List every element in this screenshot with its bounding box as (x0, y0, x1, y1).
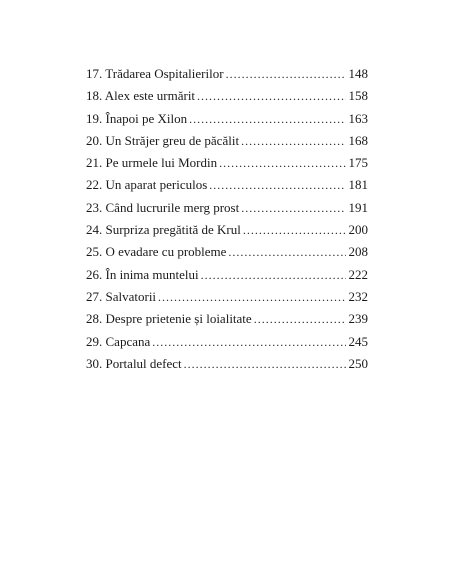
toc-entry-number: 30. (86, 355, 103, 371)
toc-dot-leader (254, 309, 346, 329)
toc-entry (86, 198, 368, 220)
toc-entry-title (86, 220, 243, 240)
toc-entry-title (86, 354, 184, 374)
toc-dot-leader (226, 64, 346, 84)
toc-entry-page: 175 (348, 155, 368, 171)
toc-entry-page: 245 (348, 333, 368, 349)
toc-entry (86, 153, 368, 175)
toc-entry-text: Înapoi pe Xilon (105, 110, 188, 126)
toc-entry-number: 18. (86, 88, 103, 104)
toc-entry-text: Salvatorii (105, 288, 157, 304)
toc-entry-number: 29. (86, 333, 103, 349)
toc-dot-leader (189, 109, 345, 129)
toc-entry-page: 232 (348, 288, 368, 304)
toc-entry-page: 191 (348, 199, 368, 215)
toc-entry-number: 22. (86, 177, 103, 193)
toc-entry (86, 86, 368, 108)
toc-dot-leader (228, 242, 345, 262)
toc-entry-page: 208 (348, 244, 368, 260)
toc-entry-text: Un Străjer greu de păcălit (105, 132, 240, 148)
toc-entry-page: 250 (348, 355, 368, 371)
toc-entry-text: Alex este urmărit (104, 88, 196, 104)
toc-entry-page: 168 (348, 132, 368, 148)
toc-entry-title (86, 109, 189, 129)
toc-entry-title (86, 198, 241, 218)
toc-entry-number: 25. (86, 244, 103, 260)
toc-dot-leader (243, 220, 346, 240)
toc-entry-text: Despre prietenie și loialitate (105, 311, 252, 327)
toc-entry (86, 354, 368, 376)
toc-dot-leader (197, 86, 345, 106)
toc-entry-number: 24. (86, 222, 103, 238)
toc-entry-number: 28. (86, 311, 103, 327)
toc-entry-title (86, 265, 201, 285)
toc-entry (86, 242, 368, 264)
toc-entry-title (86, 287, 158, 307)
toc-entry-text: În inima muntelui (105, 266, 199, 282)
toc-entry-title (86, 86, 197, 106)
toc-entry-title (86, 242, 228, 262)
toc-entry-text: Portalul defect (105, 355, 182, 371)
toc-entry (86, 309, 368, 331)
toc-entry-page: 222 (348, 266, 368, 282)
toc-entry (86, 332, 368, 354)
toc-entry (86, 131, 368, 153)
toc-entry-page: 200 (348, 222, 368, 238)
toc-entry-page: 181 (348, 177, 368, 193)
toc-entry-text: Surpriza pregătită de Krul (105, 222, 241, 238)
toc-entry-number: 17. (86, 66, 103, 81)
toc-dot-leader (209, 175, 345, 195)
toc-entry-text: Un aparat periculos (105, 177, 208, 193)
toc-entry-page: 158 (348, 88, 368, 104)
toc-entry-page: 148 (348, 66, 368, 81)
toc-entry-page: 239 (348, 311, 368, 327)
toc-entry (86, 287, 368, 309)
toc-entry-title (86, 309, 254, 329)
toc-entry-title (86, 153, 219, 173)
toc-entry-number: 21. (86, 155, 103, 171)
toc-entry-number: 26. (86, 266, 103, 282)
toc-entry-text: O evadare cu probleme (105, 244, 227, 260)
toc-entry (86, 64, 368, 86)
table-of-contents (86, 64, 368, 376)
toc-entry (86, 265, 368, 287)
toc-entry-page: 163 (348, 110, 368, 126)
toc-dot-leader (152, 332, 345, 352)
toc-dot-leader (158, 287, 345, 307)
toc-dot-leader (201, 265, 346, 285)
toc-entry-title (86, 131, 241, 151)
toc-entry-number: 27. (86, 288, 103, 304)
toc-entry-number: 23. (86, 199, 103, 215)
toc-entry-number: 20. (86, 132, 103, 148)
toc-dot-leader (241, 131, 345, 151)
toc-entry-text: Capcana (105, 333, 151, 349)
toc-entry-title (86, 332, 152, 352)
toc-dot-leader (219, 153, 345, 173)
toc-entry-text: Pe urmele lui Mordin (105, 155, 218, 171)
toc-entry-number: 19. (86, 110, 103, 126)
toc-entry-title (86, 175, 209, 195)
toc-entry (86, 109, 368, 131)
toc-entry (86, 175, 368, 197)
toc-dot-leader (184, 354, 346, 374)
toc-entry-title (86, 64, 226, 84)
toc-entry (86, 220, 368, 242)
toc-dot-leader (241, 198, 345, 218)
toc-entry-text: Trădarea Ospitalierilor (105, 66, 224, 81)
toc-entry-text: Când lucrurile merg prost (105, 199, 240, 215)
